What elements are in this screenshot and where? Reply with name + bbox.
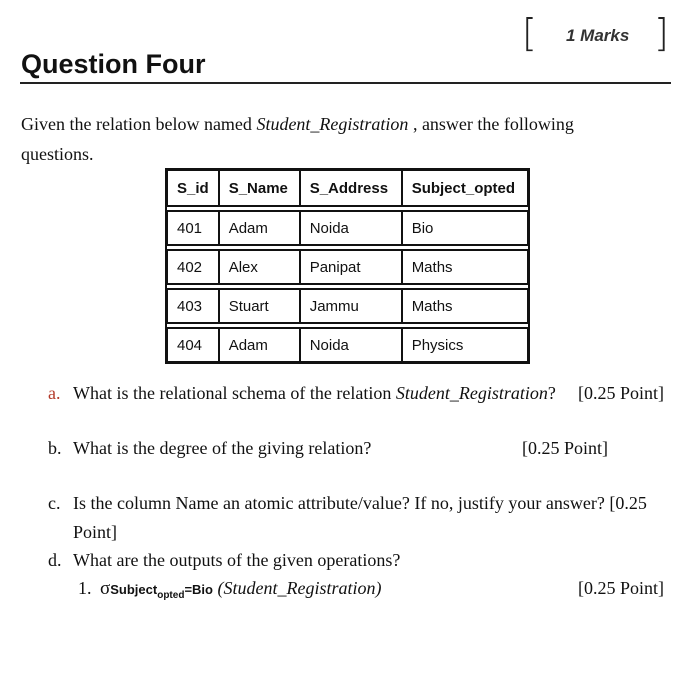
cell-s-id: 403 xyxy=(167,289,219,323)
cell-subject-opted: Physics xyxy=(402,328,528,362)
question-c-line2: Point] xyxy=(73,522,118,542)
col-header-s-id: S_id xyxy=(167,170,219,206)
question-c-label: c. xyxy=(48,493,61,513)
intro-relation-name: Student_Registration xyxy=(256,114,409,134)
cell-s-name: Adam xyxy=(219,328,300,362)
cell-s-name: Adam xyxy=(219,211,300,245)
question-b xyxy=(48,434,371,463)
intro-paragraph xyxy=(21,109,681,169)
sigma-symbol: σ xyxy=(100,578,111,599)
question-d1 xyxy=(78,574,381,606)
cell-s-id: 401 xyxy=(167,211,219,245)
left-bracket: [ xyxy=(522,11,537,55)
question-b-label: b. xyxy=(48,438,62,458)
subscript-cond: =Bio xyxy=(184,582,213,597)
cell-subject-opted: Maths xyxy=(402,250,528,284)
question-d-text: What are the outputs of the given operations? xyxy=(73,550,401,570)
intro-text-3: questions. xyxy=(21,144,94,164)
cell-s-address: Panipat xyxy=(300,250,402,284)
cell-s-address: Noida xyxy=(300,211,402,245)
question-title: Question Four xyxy=(21,49,206,79)
question-d1-points: [0.25 Point] xyxy=(578,578,665,598)
question-d-label: d. xyxy=(48,550,62,570)
col-header-subject-opted: Subject_opted xyxy=(402,170,528,206)
marks-label: 1 Marks xyxy=(566,26,630,45)
cell-s-address: Jammu xyxy=(300,289,402,323)
relation-table xyxy=(165,168,530,364)
question-a-points: [0.25 Point] xyxy=(578,383,665,403)
title-divider xyxy=(20,82,671,84)
col-header-s-address: S_Address xyxy=(300,170,402,206)
cell-s-name: Stuart xyxy=(219,289,300,323)
cell-s-address: Noida xyxy=(300,328,402,362)
table-row xyxy=(167,250,528,284)
question-b-text: What is the degree of the giving relation? xyxy=(73,438,372,458)
cell-s-id: 404 xyxy=(167,328,219,362)
intro-text-1: Given the relation below named xyxy=(21,114,257,134)
cell-subject-opted: Maths xyxy=(402,289,528,323)
selection-expression: (Student_Registration) xyxy=(217,578,382,598)
subscript-attr-sub: opted xyxy=(157,590,185,601)
right-bracket: ] xyxy=(654,11,669,55)
table-row xyxy=(167,328,528,362)
question-a-text: What is the relational schema of the relation xyxy=(73,383,396,403)
question-c xyxy=(48,489,647,518)
cell-s-name: Alex xyxy=(219,250,300,284)
table-row xyxy=(167,289,528,323)
cell-subject-opted: Bio xyxy=(402,211,528,245)
question-d xyxy=(48,546,400,575)
table-row xyxy=(167,211,528,245)
cell-s-id: 402 xyxy=(167,250,219,284)
table-header-row xyxy=(167,170,528,206)
question-a-tail: ? xyxy=(547,383,556,403)
question-a-label: a. xyxy=(48,383,61,403)
question-a xyxy=(48,379,556,408)
question-b-points: [0.25 Point] xyxy=(522,438,609,458)
selection-subscript xyxy=(110,582,213,601)
question-d1-label: 1. xyxy=(78,578,92,598)
col-header-s-name: S_Name xyxy=(219,170,300,206)
question-c-text: Is the column Name an atomic attribute/value? If no, justify your answer? [0.25 xyxy=(73,493,647,513)
intro-text-2: , answer the following xyxy=(408,114,574,134)
subscript-attr: Subject xyxy=(110,582,158,597)
question-a-relation: Student_Registration xyxy=(395,383,548,403)
